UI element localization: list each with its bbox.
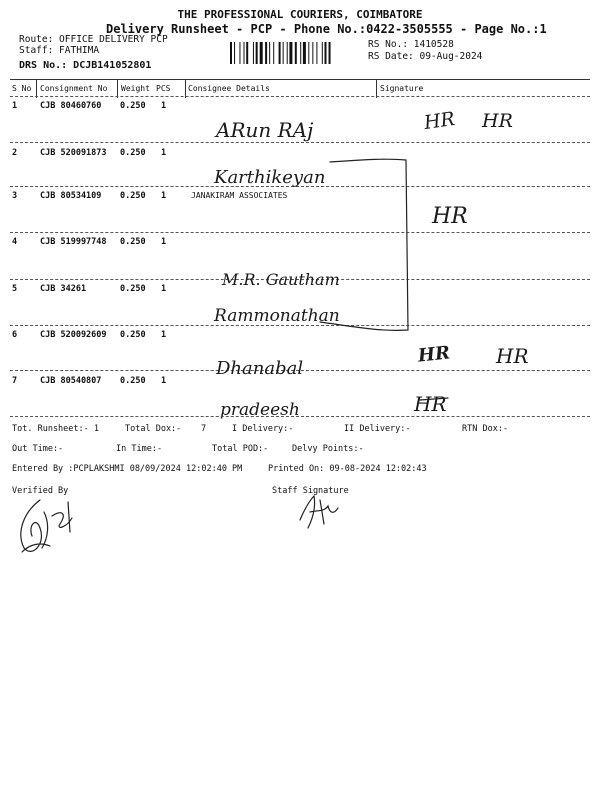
row-consignment: CJB 519997748 xyxy=(40,237,107,247)
row-pcs: 1 xyxy=(161,101,167,111)
handwritten-signature: HR xyxy=(482,110,513,132)
row-weight: 0.250 xyxy=(120,284,146,294)
row-pcs: 1 xyxy=(161,330,167,340)
total-dox-value: 7 xyxy=(201,424,207,434)
handwritten-name: M.R. Gautham xyxy=(222,270,340,289)
row-weight: 0.250 xyxy=(120,191,146,201)
handwritten-name: Karthikeyan xyxy=(214,167,326,188)
row-sno: 7 xyxy=(12,376,18,386)
entered-by: Entered By :PCPLAKSHMI 08/09/2024 12:02:40 PM xyxy=(12,464,243,474)
row-sno: 5 xyxy=(12,284,18,294)
row-consignment: CJB 520091873 xyxy=(40,148,107,158)
row-pcs: 1 xyxy=(161,376,167,386)
handwritten-name: pradeesh xyxy=(220,400,300,420)
row-pcs: 1 xyxy=(161,148,167,158)
total-pod: Total POD:- xyxy=(212,444,269,454)
tot-runsheet: Tot. Runsheet:- 1 xyxy=(12,424,99,434)
company-name: THE PROFESSIONAL COURIERS, COIMBATORE xyxy=(177,8,423,21)
delvy-points: Delvy Points:- xyxy=(292,444,364,454)
col-weight: Weight xyxy=(121,84,150,93)
verified-signature-icon xyxy=(10,492,100,562)
totals-rule xyxy=(10,416,590,417)
rs-number: RS No.: 1410528 xyxy=(368,39,454,50)
handwritten-signature: HR xyxy=(422,107,457,135)
row-weight: 0.250 xyxy=(120,330,146,340)
row-weight: 0.250 xyxy=(120,101,146,111)
col-consignment: Consignment No xyxy=(40,84,108,93)
handwritten-signature: HR xyxy=(496,344,529,368)
row-consignee: JANAKIRAM ASSOCIATES xyxy=(191,191,288,200)
staff-label: Staff: FATHIMA xyxy=(19,45,100,56)
col-signature: Signature xyxy=(380,84,424,93)
route-label: Route: OFFICE DELIVERY PCP xyxy=(19,34,168,45)
runsheet-title: Delivery Runsheet - PCP - Phone No.:0422-3505555 - Page No.:1 xyxy=(106,22,547,36)
verified-by: Verified By xyxy=(12,486,69,496)
ii-delivery: II Delivery:- xyxy=(344,424,411,434)
rtn-dox: RTN Dox:- xyxy=(462,424,509,434)
handwritten-name: Dhanabal xyxy=(216,358,304,379)
col-sno: S No xyxy=(12,84,32,93)
rs-date: RS Date: 09-Aug-2024 xyxy=(368,51,483,62)
row-weight: 0.250 xyxy=(120,237,146,247)
col-consignee: Consignee Details xyxy=(188,84,270,93)
row-pcs: 1 xyxy=(161,237,167,247)
row-sno: 6 xyxy=(12,330,18,340)
handwritten-signature: HR xyxy=(416,342,451,367)
row-consignment: CJB 80534109 xyxy=(40,191,102,201)
in-time: In Time:- xyxy=(116,444,163,454)
staff-signature-label: Staff Signature xyxy=(272,486,349,496)
col-pcs: PCS xyxy=(156,84,171,93)
printed-on: Printed On: 09-08-2024 12:02:43 xyxy=(268,464,427,474)
row-pcs: 1 xyxy=(161,191,167,201)
row-sno: 3 xyxy=(12,191,18,201)
row-sno: 2 xyxy=(12,148,18,158)
row-consignment: CJB 34261 xyxy=(40,284,87,294)
handwritten-signature: HR xyxy=(414,392,447,416)
handwritten-name: Rammonathan xyxy=(214,306,340,326)
handwritten-signature: HR xyxy=(432,204,468,229)
handwritten-name: ARun RAj xyxy=(216,118,314,142)
out-time: Out Time:- xyxy=(12,444,64,454)
row-sno: 4 xyxy=(12,237,18,247)
row-consignment: CJB 80540807 xyxy=(40,376,102,386)
total-dox-label: Total Dox:- xyxy=(125,424,182,434)
row-weight: 0.250 xyxy=(120,148,146,158)
row-sno: 1 xyxy=(12,101,18,111)
row-weight: 0.250 xyxy=(120,376,146,386)
row-consignment: CJB 80460760 xyxy=(40,101,102,111)
row-consignment: CJB 520092609 xyxy=(40,330,107,340)
i-delivery: I Delivery:- xyxy=(232,424,294,434)
row-pcs: 1 xyxy=(161,284,167,294)
drs-number: DRS No.: DCJB141052801 xyxy=(19,60,152,71)
staff-signature-icon xyxy=(290,490,350,535)
